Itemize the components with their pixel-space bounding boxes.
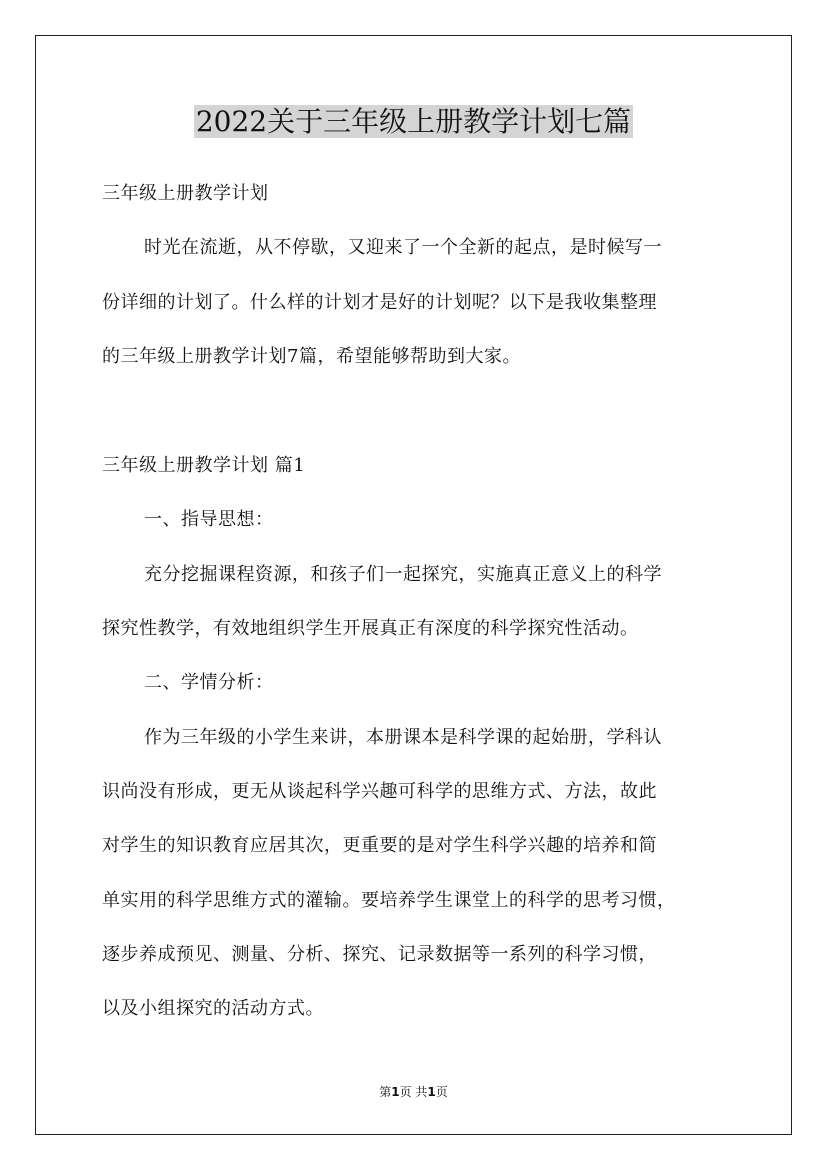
paragraph-line: 单实用的科学思维方式的灌输。要培养学生课堂上的科学的思考习惯， [102,890,676,911]
paragraph-line: 时光在流逝，从不停歇，又迎来了一个全新的起点，是时候写一 [144,237,662,258]
paragraph-line: 逐步养成预见、测量、分析、探究、记录数据等一系列的科学习惯， [102,944,657,965]
page-mid: 页 共 [399,1085,428,1099]
paragraph-line: 作为三年级的小学生来讲，本册课本是科学课的起始册，学科认 [144,727,662,748]
paragraph-line: 的三年级上册教学计划7篇，希望能够帮助到大家。 [102,346,521,367]
paragraph-line: 份详细的计划了。什么样的计划才是好的计划呢？以下是我收集整理 [102,292,657,313]
paragraph-line: 以及小组探究的活动方式。 [102,998,324,1019]
section-heading: 三年级上册教学计划 [102,183,269,204]
page-suffix: 页 [435,1085,448,1099]
section-heading: 三年级上册教学计划 篇1 [102,455,306,476]
page-total: 1 [427,1085,436,1099]
page-footer [0,1084,827,1100]
document-title [0,100,827,144]
subheading: 二、学情分析： [144,672,274,693]
paragraph-line: 对学生的知识教育应居其次，更重要的是对学生科学兴趣的培养和简 [102,835,657,856]
paragraph-line: 充分挖掘课程资源，和孩子们一起探究，实施真正意义上的科学 [144,564,662,585]
paragraph-line: 识尚没有形成，更无从谈起科学兴趣可科学的思维方式、方法，故此 [102,781,657,802]
paragraph-line: 探究性教学，有效地组织学生开展真正有深度的科学探究性活动。 [102,618,639,639]
page-current: 1 [391,1085,400,1099]
document-title-text: 2022关于三年级上册教学计划七篇 [195,105,632,138]
page-prefix: 第 [379,1085,392,1099]
subheading: 一、指导思想： [144,509,274,530]
